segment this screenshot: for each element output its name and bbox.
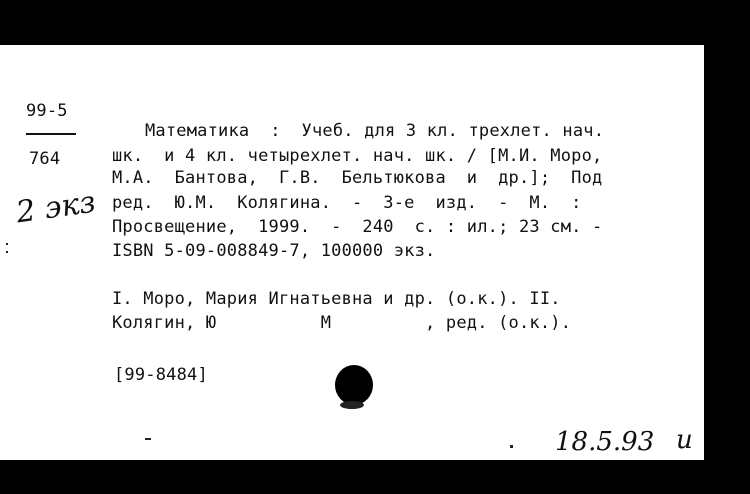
call-number-bottom: 764	[29, 149, 61, 169]
tracing-line: I. Моро, Мария Игнатьевна и др. (о.к.). II.	[112, 289, 561, 309]
ink-blot-tail	[340, 401, 364, 409]
speck	[145, 438, 151, 440]
speck	[510, 445, 513, 448]
ink-blot	[335, 365, 373, 405]
record-number: [99-8484]	[114, 365, 208, 385]
description-line: шк. и 4 кл. четырехлет. нач. шк. / [М.И. Моро,	[112, 146, 603, 166]
tracing-line: Колягин, Ю М , ред. (о.к.).	[112, 313, 572, 333]
handwritten-copies-note: 2 экз	[13, 184, 98, 231]
handwritten-initials: и	[676, 425, 693, 455]
speck	[6, 243, 8, 245]
call-number-divider	[26, 133, 76, 135]
description-line: ред. Ю.М. Колягина. - 3-е изд. - М. :	[112, 193, 582, 213]
catalog-card	[0, 45, 704, 460]
description-line: Математика : Учеб. для 3 кл. трехлет. нач.	[145, 121, 605, 141]
call-number-top: 99-5	[26, 101, 68, 121]
handwritten-date: 18.5.93	[555, 427, 655, 457]
description-line: М.А. Бантова, Г.В. Бельтюкова и др.]; Под	[112, 168, 603, 188]
description-line: Просвещение, 1999. - 240 с. : ил.; 23 см. -	[112, 217, 603, 237]
description-line: ISBN 5-09-008849-7, 100000 экз.	[112, 241, 436, 261]
speck	[6, 251, 8, 253]
